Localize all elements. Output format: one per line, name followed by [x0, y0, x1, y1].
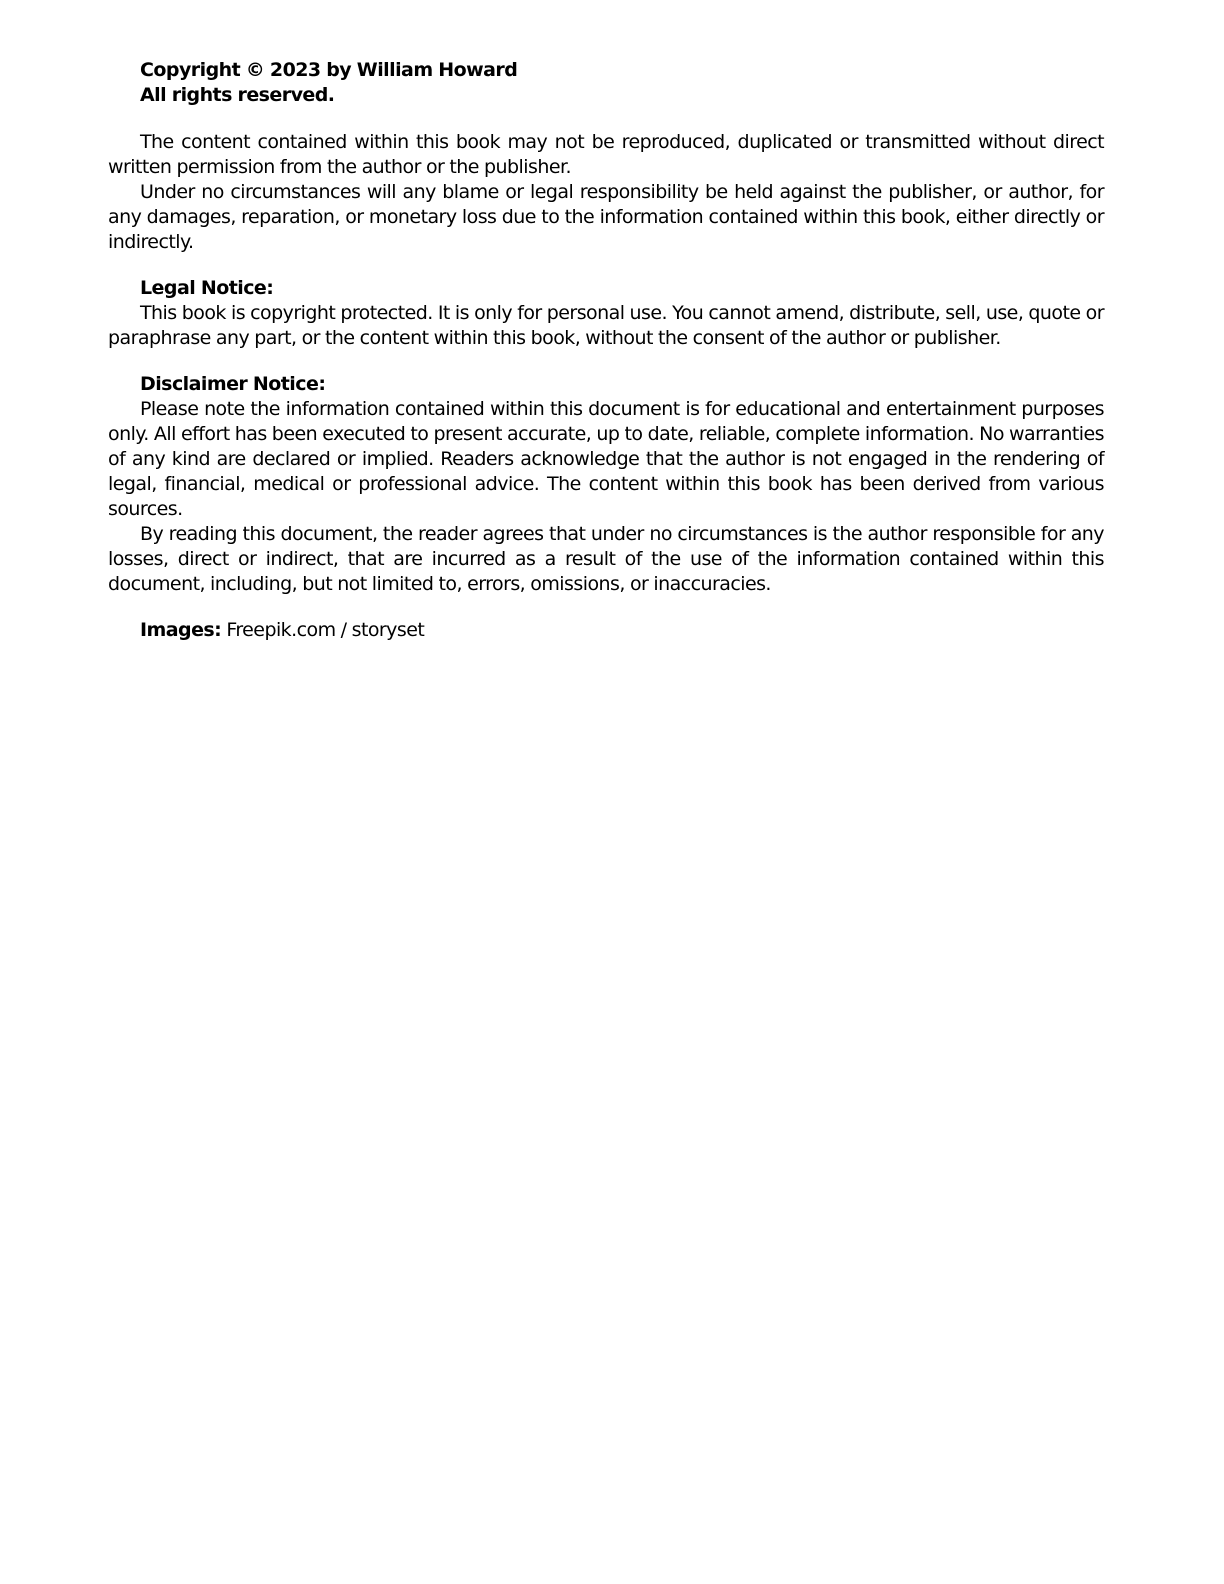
rights-reserved-line: All rights reserved.: [140, 84, 335, 106]
legal-notice-paragraph: This book is copyright protected. It is only for personal use. You cannot amend, distribute, sell, use, quote or paraphrase any part, or the content within this book, without the consent of the author or publisher.: [108, 302, 1104, 349]
spacer: [108, 108, 1104, 130]
copyright-line: Copyright © 2023 by William Howard: [140, 59, 518, 81]
legal-notice-heading: Legal Notice:: [140, 277, 274, 299]
copyright-page: [108, 58, 1104, 643]
intro-paragraph-2: Under no circumstances will any blame or legal responsibility be held against the publisher, or author, for any damages, reparation, or monetary loss due to the information contained within this book, either directly or indirectly.: [108, 181, 1104, 253]
disclaimer-paragraph-1: Please note the information contained within this document is for educational and entertainment purposes only. All effort has been executed to present accurate, up to date, reliable, complete information. No warranties of any kind are declared or implied. Readers acknowledge that the author is not engaged in the rendering of legal, financial, medical or professional advice. The content within this book has been derived from various sources.: [108, 398, 1104, 520]
spacer: [108, 255, 1104, 276]
images-credit-label: Images:: [140, 619, 222, 641]
spacer: [108, 351, 1104, 372]
spacer: [108, 597, 1104, 618]
images-credit-value: Freepik.com / storyset: [226, 619, 425, 641]
intro-paragraph-1: The content contained within this book may not be reproduced, duplicated or transmitted without direct written permission from the author or the publisher.: [108, 131, 1104, 178]
images-credit-line: [108, 618, 1104, 643]
disclaimer-paragraph-2: By reading this document, the reader agrees that under no circumstances is the author responsible for any losses, direct or indirect, that are incurred as a result of the use of the information contained within this document, including, but not limited to, errors, omissions, or inaccuracies.: [108, 523, 1104, 595]
disclaimer-notice-heading: Disclaimer Notice:: [140, 373, 326, 395]
